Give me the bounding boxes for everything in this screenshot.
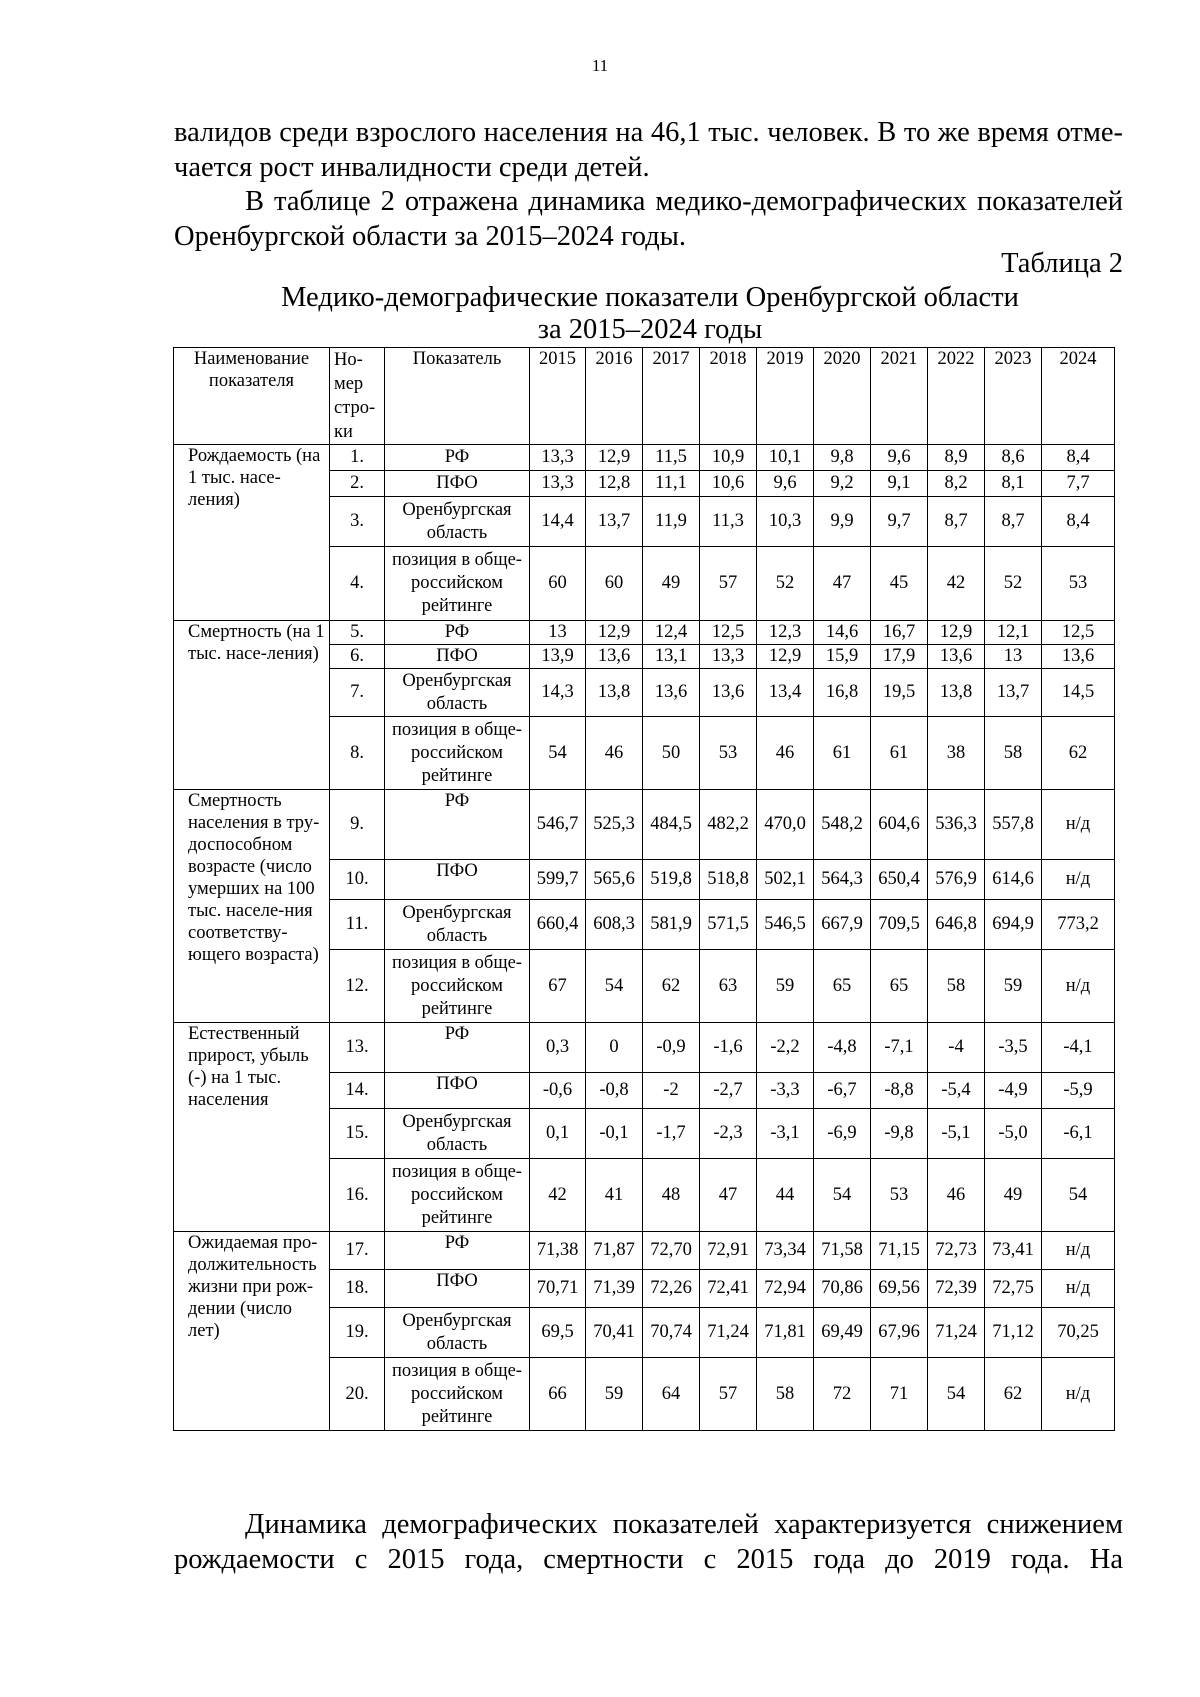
value-cell: 9,6: [871, 445, 928, 471]
closing-line-2: рождаемости с 2015 года, смертности с 2015 года до 2019 года. На: [174, 1543, 1123, 1575]
table-header-row: [174, 348, 1115, 445]
value-cell: 49: [985, 1159, 1042, 1232]
value-cell: н/д: [1042, 860, 1115, 900]
value-cell: 11,1: [643, 471, 700, 497]
value-cell: 42: [530, 1159, 586, 1232]
value-cell: 72,75: [985, 1270, 1042, 1308]
value-cell: 10,9: [700, 445, 757, 471]
row-number-cell: 4.: [330, 547, 385, 621]
row-number-cell: 1.: [330, 445, 385, 471]
closing-paragraph: [174, 1508, 1123, 1577]
row-number-cell: 7.: [330, 669, 385, 717]
closing-line-1: Динамика демографических показателей характеризуется снижением: [245, 1509, 1123, 1540]
row-number-cell: 12.: [330, 950, 385, 1023]
value-cell: 8,6: [985, 445, 1042, 471]
value-cell: 60: [586, 547, 643, 621]
value-cell: 72: [814, 1358, 871, 1431]
indicator-cell: позиция в обще-российском рейтинге: [385, 1358, 530, 1431]
value-cell: 13,4: [757, 669, 814, 717]
value-cell: -2,3: [700, 1109, 757, 1159]
value-cell: 9,9: [814, 497, 871, 547]
value-cell: 482,2: [700, 790, 757, 860]
value-cell: 46: [586, 717, 643, 790]
value-cell: 14,6: [814, 621, 871, 645]
value-cell: 13: [985, 645, 1042, 669]
table-row: [174, 1023, 1115, 1073]
value-cell: 13,6: [928, 645, 985, 669]
value-cell: 519,8: [643, 860, 700, 900]
value-cell: 13,3: [530, 445, 586, 471]
value-cell: 11,5: [643, 445, 700, 471]
value-cell: 38: [928, 717, 985, 790]
value-cell: н/д: [1042, 1270, 1115, 1308]
value-cell: 7,7: [1042, 471, 1115, 497]
group-name-cell: Смертность населения в тру-доспособном возрасте (число умерших на 100 тыс. населе-ния соответству-ющего возраста): [174, 790, 330, 1023]
row-number-cell: 17.: [330, 1232, 385, 1270]
value-cell: 470,0: [757, 790, 814, 860]
row-number-cell: 19.: [330, 1308, 385, 1358]
value-cell: 54: [1042, 1159, 1115, 1232]
value-cell: -5,9: [1042, 1073, 1115, 1109]
value-cell: 67,96: [871, 1308, 928, 1358]
value-cell: -4,1: [1042, 1023, 1115, 1073]
value-cell: -2,7: [700, 1073, 757, 1109]
table-row: [174, 1232, 1115, 1270]
table-title-line-1: Медико-демографические показатели Оренбургской области: [281, 282, 1019, 313]
value-cell: -6,7: [814, 1073, 871, 1109]
row-number-cell: 6.: [330, 645, 385, 669]
header-row-number: Но-мер стро-ки: [330, 348, 385, 445]
value-cell: 71,12: [985, 1308, 1042, 1358]
value-cell: 536,3: [928, 790, 985, 860]
value-cell: 42: [928, 547, 985, 621]
value-cell: 9,7: [871, 497, 928, 547]
value-cell: 72,26: [643, 1270, 700, 1308]
value-cell: 49: [643, 547, 700, 621]
value-cell: 72,41: [700, 1270, 757, 1308]
value-cell: 72,70: [643, 1232, 700, 1270]
value-cell: -0,1: [586, 1109, 643, 1159]
header-year: 2024: [1042, 348, 1115, 445]
value-cell: 71,87: [586, 1232, 643, 1270]
value-cell: 576,9: [928, 860, 985, 900]
value-cell: 65: [814, 950, 871, 1023]
value-cell: 557,8: [985, 790, 1042, 860]
value-cell: 62: [1042, 717, 1115, 790]
value-cell: 564,3: [814, 860, 871, 900]
value-cell: -6,1: [1042, 1109, 1115, 1159]
value-cell: 709,5: [871, 900, 928, 950]
value-cell: 57: [700, 547, 757, 621]
value-cell: 614,6: [985, 860, 1042, 900]
value-cell: 13,9: [530, 645, 586, 669]
value-cell: н/д: [1042, 790, 1115, 860]
value-cell: 71,24: [928, 1308, 985, 1358]
value-cell: 9,8: [814, 445, 871, 471]
group-name-cell: Смертность (на 1 тыс. насе-ления): [174, 621, 330, 790]
value-cell: -5,4: [928, 1073, 985, 1109]
value-cell: 9,2: [814, 471, 871, 497]
value-cell: 72,73: [928, 1232, 985, 1270]
row-number-cell: 2.: [330, 471, 385, 497]
value-cell: 10,1: [757, 445, 814, 471]
value-cell: 57: [700, 1358, 757, 1431]
value-cell: 54: [928, 1358, 985, 1431]
indicator-cell: ПФО: [385, 1270, 530, 1308]
value-cell: -5,0: [985, 1109, 1042, 1159]
value-cell: 50: [643, 717, 700, 790]
value-cell: -3,3: [757, 1073, 814, 1109]
value-cell: 71,24: [700, 1308, 757, 1358]
value-cell: н/д: [1042, 1232, 1115, 1270]
value-cell: 10,6: [700, 471, 757, 497]
value-cell: 14,3: [530, 669, 586, 717]
value-cell: -4: [928, 1023, 985, 1073]
value-cell: 548,2: [814, 790, 871, 860]
header-year: 2021: [871, 348, 928, 445]
value-cell: 47: [814, 547, 871, 621]
value-cell: -0,8: [586, 1073, 643, 1109]
value-cell: 71,39: [586, 1270, 643, 1308]
value-cell: 47: [700, 1159, 757, 1232]
row-number-cell: 14.: [330, 1073, 385, 1109]
indicator-cell: РФ: [385, 445, 530, 471]
row-number-cell: 15.: [330, 1109, 385, 1159]
row-number-cell: 18.: [330, 1270, 385, 1308]
value-cell: 12,5: [1042, 621, 1115, 645]
value-cell: -1,6: [700, 1023, 757, 1073]
value-cell: -4,8: [814, 1023, 871, 1073]
value-cell: 66: [530, 1358, 586, 1431]
value-cell: 64: [643, 1358, 700, 1431]
value-cell: -7,1: [871, 1023, 928, 1073]
value-cell: -1,7: [643, 1109, 700, 1159]
value-cell: 12,4: [643, 621, 700, 645]
indicator-cell: ПФО: [385, 860, 530, 900]
value-cell: -0,9: [643, 1023, 700, 1073]
intro-paragraph: [174, 116, 1123, 185]
row-number-cell: 8.: [330, 717, 385, 790]
value-cell: 773,2: [1042, 900, 1115, 950]
header-indicator: Показатель: [385, 348, 530, 445]
value-cell: н/д: [1042, 950, 1115, 1023]
page-number: 11: [591, 56, 609, 75]
table-title-line-2: за 2015–2024 годы: [537, 314, 763, 345]
row-number-cell: 20.: [330, 1358, 385, 1431]
value-cell: 44: [757, 1159, 814, 1232]
value-cell: 59: [985, 950, 1042, 1023]
header-name: Наименование показателя: [174, 348, 330, 445]
value-cell: 608,3: [586, 900, 643, 950]
value-cell: 8,7: [928, 497, 985, 547]
value-cell: 52: [757, 547, 814, 621]
value-cell: 0,3: [530, 1023, 586, 1073]
indicator-cell: Оренбургская область: [385, 1109, 530, 1159]
header-year: 2017: [643, 348, 700, 445]
value-cell: 16,7: [871, 621, 928, 645]
value-cell: 10,3: [757, 497, 814, 547]
value-cell: 71,58: [814, 1232, 871, 1270]
value-cell: 73,41: [985, 1232, 1042, 1270]
value-cell: 67: [530, 950, 586, 1023]
value-cell: н/д: [1042, 1358, 1115, 1431]
value-cell: 13,6: [700, 669, 757, 717]
value-cell: 13,8: [928, 669, 985, 717]
value-cell: -6,9: [814, 1109, 871, 1159]
value-cell: 13,6: [586, 645, 643, 669]
row-number-cell: 5.: [330, 621, 385, 645]
value-cell: -2,2: [757, 1023, 814, 1073]
value-cell: 52: [985, 547, 1042, 621]
indicator-cell: ПФО: [385, 1073, 530, 1109]
value-cell: 546,7: [530, 790, 586, 860]
indicator-cell: Оренбургская область: [385, 669, 530, 717]
row-number-cell: 16.: [330, 1159, 385, 1232]
value-cell: 571,5: [700, 900, 757, 950]
value-cell: 502,1: [757, 860, 814, 900]
table-row: [174, 445, 1115, 471]
value-cell: 8,4: [1042, 497, 1115, 547]
value-cell: 599,7: [530, 860, 586, 900]
value-cell: -3,1: [757, 1109, 814, 1159]
value-cell: 46: [928, 1159, 985, 1232]
value-cell: 71,81: [757, 1308, 814, 1358]
table-body: [174, 445, 1115, 1431]
value-cell: -8,8: [871, 1073, 928, 1109]
intro-line-2: чается рост инвалидности среди детей.: [174, 151, 650, 183]
indicator-cell: РФ: [385, 621, 530, 645]
value-cell: 58: [928, 950, 985, 1023]
value-cell: 565,6: [586, 860, 643, 900]
value-cell: 13,3: [530, 471, 586, 497]
value-cell: 70,86: [814, 1270, 871, 1308]
value-cell: 72,91: [700, 1232, 757, 1270]
value-cell: 13,3: [700, 645, 757, 669]
value-cell: 69,49: [814, 1308, 871, 1358]
value-cell: 70,71: [530, 1270, 586, 1308]
value-cell: 60: [530, 547, 586, 621]
value-cell: 8,4: [1042, 445, 1115, 471]
value-cell: 13: [530, 621, 586, 645]
value-cell: 62: [643, 950, 700, 1023]
value-cell: 70,74: [643, 1308, 700, 1358]
row-number-cell: 3.: [330, 497, 385, 547]
value-cell: 72,94: [757, 1270, 814, 1308]
intro-line-1: валидов среди взрослого населения на 46,1 тыс. человек. В то же время отме-: [174, 117, 1123, 148]
indicator-cell: Оренбургская область: [385, 900, 530, 950]
value-cell: -4,9: [985, 1073, 1042, 1109]
value-cell: 65: [871, 950, 928, 1023]
value-cell: 0: [586, 1023, 643, 1073]
value-cell: 58: [985, 717, 1042, 790]
row-number-cell: 11.: [330, 900, 385, 950]
indicator-cell: Оренбургская область: [385, 1308, 530, 1358]
value-cell: 14,5: [1042, 669, 1115, 717]
value-cell: 11,9: [643, 497, 700, 547]
header-year: 2016: [586, 348, 643, 445]
value-cell: 9,1: [871, 471, 928, 497]
value-cell: 13,7: [586, 497, 643, 547]
value-cell: -9,8: [871, 1109, 928, 1159]
group-name-cell: Рождаемость (на 1 тыс. насе-ления): [174, 445, 330, 621]
value-cell: 12,5: [700, 621, 757, 645]
table-intro-paragraph: [174, 185, 1123, 254]
value-cell: 12,9: [586, 621, 643, 645]
value-cell: 15,9: [814, 645, 871, 669]
value-cell: 8,2: [928, 471, 985, 497]
value-cell: 54: [586, 950, 643, 1023]
header-year: 2023: [985, 348, 1042, 445]
row-number-cell: 13.: [330, 1023, 385, 1073]
medico-demographic-table: [173, 347, 1115, 1431]
value-cell: 13,7: [985, 669, 1042, 717]
value-cell: 61: [814, 717, 871, 790]
value-cell: 13,8: [586, 669, 643, 717]
table-intro-line-2: Оренбургской области за 2015–2024 годы.: [174, 220, 686, 252]
value-cell: 12,3: [757, 621, 814, 645]
value-cell: 694,9: [985, 900, 1042, 950]
value-cell: 9,6: [757, 471, 814, 497]
value-cell: -5,1: [928, 1109, 985, 1159]
header-year: 2015: [530, 348, 586, 445]
value-cell: 12,9: [757, 645, 814, 669]
header-year: 2018: [700, 348, 757, 445]
indicator-cell: ПФО: [385, 645, 530, 669]
value-cell: 650,4: [871, 860, 928, 900]
value-cell: 53: [871, 1159, 928, 1232]
value-cell: 12,9: [586, 445, 643, 471]
value-cell: 667,9: [814, 900, 871, 950]
value-cell: -0,6: [530, 1073, 586, 1109]
value-cell: 53: [700, 717, 757, 790]
value-cell: 71: [871, 1358, 928, 1431]
value-cell: 11,3: [700, 497, 757, 547]
group-name-cell: Естественный прирост, убыль (-) на 1 тыс. населения: [174, 1023, 330, 1232]
value-cell: 72,39: [928, 1270, 985, 1308]
value-cell: 13,1: [643, 645, 700, 669]
value-cell: 54: [814, 1159, 871, 1232]
value-cell: 8,1: [985, 471, 1042, 497]
value-cell: 8,7: [985, 497, 1042, 547]
value-cell: 546,5: [757, 900, 814, 950]
value-cell: 13,6: [643, 669, 700, 717]
table-row: [174, 790, 1115, 860]
value-cell: 53: [1042, 547, 1115, 621]
value-cell: 8,9: [928, 445, 985, 471]
header-year: 2019: [757, 348, 814, 445]
value-cell: 59: [757, 950, 814, 1023]
header-year: 2022: [928, 348, 985, 445]
value-cell: 45: [871, 547, 928, 621]
value-cell: 484,5: [643, 790, 700, 860]
value-cell: -2: [643, 1073, 700, 1109]
value-cell: 41: [586, 1159, 643, 1232]
value-cell: 14,4: [530, 497, 586, 547]
indicator-cell: РФ: [385, 1232, 530, 1270]
value-cell: 660,4: [530, 900, 586, 950]
value-cell: 13,6: [1042, 645, 1115, 669]
value-cell: 70,41: [586, 1308, 643, 1358]
value-cell: -3,5: [985, 1023, 1042, 1073]
value-cell: 71,15: [871, 1232, 928, 1270]
indicator-cell: позиция в обще-российском рейтинге: [385, 547, 530, 621]
row-number-cell: 10.: [330, 860, 385, 900]
value-cell: 525,3: [586, 790, 643, 860]
value-cell: 73,34: [757, 1232, 814, 1270]
indicator-cell: Оренбургская область: [385, 497, 530, 547]
indicator-cell: позиция в обще-российском рейтинге: [385, 717, 530, 790]
value-cell: 46: [757, 717, 814, 790]
group-name-cell: Ожидаемая про-должительность жизни при рож-дении (число лет): [174, 1232, 330, 1431]
value-cell: 63: [700, 950, 757, 1023]
value-cell: 58: [757, 1358, 814, 1431]
table-label: Таблица 2: [1001, 248, 1123, 279]
value-cell: 69,56: [871, 1270, 928, 1308]
value-cell: 12,8: [586, 471, 643, 497]
value-cell: 0,1: [530, 1109, 586, 1159]
value-cell: 71,38: [530, 1232, 586, 1270]
value-cell: 12,1: [985, 621, 1042, 645]
indicator-cell: ПФО: [385, 471, 530, 497]
table-row: [174, 621, 1115, 645]
value-cell: 70,25: [1042, 1308, 1115, 1358]
indicator-cell: позиция в обще-российском рейтинге: [385, 1159, 530, 1232]
header-year: 2020: [814, 348, 871, 445]
value-cell: 61: [871, 717, 928, 790]
value-cell: 62: [985, 1358, 1042, 1431]
table-intro-line-1: В таблице 2 отражена динамика медико-демографических показателей: [245, 186, 1123, 217]
value-cell: 59: [586, 1358, 643, 1431]
value-cell: 54: [530, 717, 586, 790]
value-cell: 12,9: [928, 621, 985, 645]
value-cell: 518,8: [700, 860, 757, 900]
value-cell: 604,6: [871, 790, 928, 860]
row-number-cell: 9.: [330, 790, 385, 860]
value-cell: 48: [643, 1159, 700, 1232]
value-cell: 17,9: [871, 645, 928, 669]
value-cell: 19,5: [871, 669, 928, 717]
value-cell: 69,5: [530, 1308, 586, 1358]
indicator-cell: РФ: [385, 1023, 530, 1073]
indicator-cell: позиция в обще-российском рейтинге: [385, 950, 530, 1023]
value-cell: 16,8: [814, 669, 871, 717]
indicator-cell: РФ: [385, 790, 530, 860]
value-cell: 581,9: [643, 900, 700, 950]
value-cell: 646,8: [928, 900, 985, 950]
